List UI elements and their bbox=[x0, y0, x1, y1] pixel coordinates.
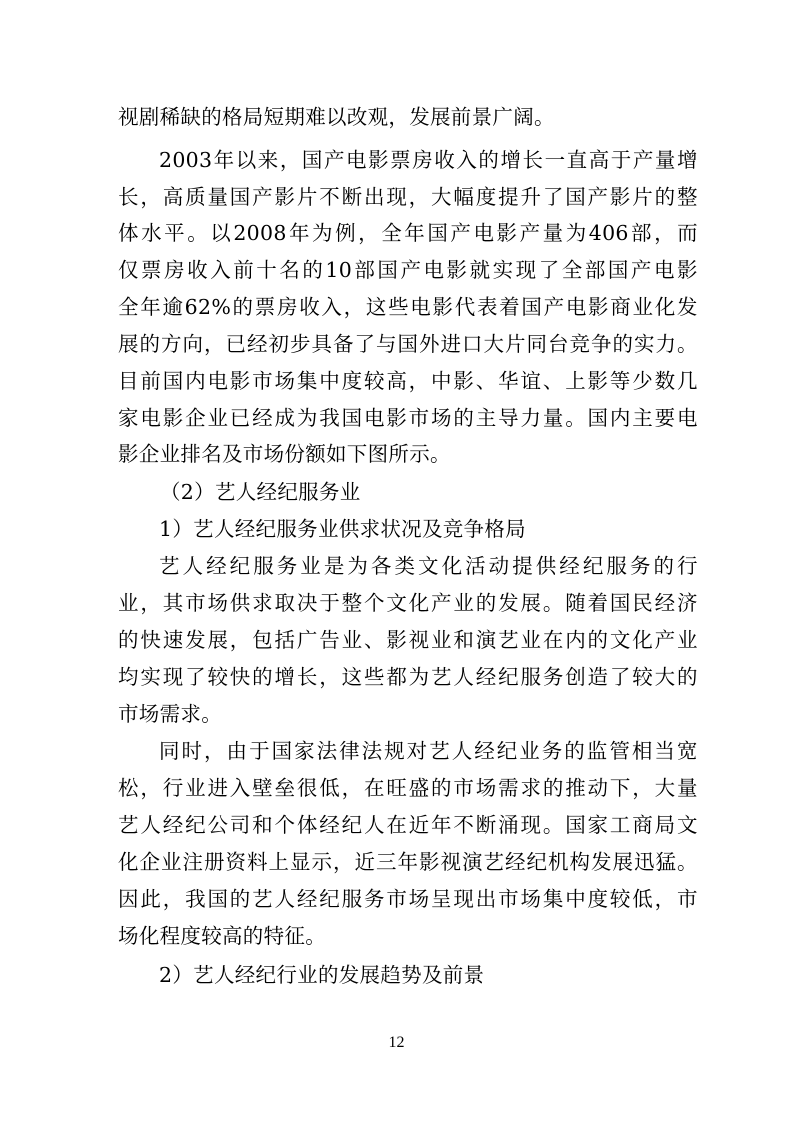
body-text-line: 全 年 逾 62% 的 票 房 收 入 ， 这 些 电 影 代 表 着 国 产 电 影 商 业 化 发 bbox=[118, 295, 698, 319]
body-text-line: 化 企 业 注 册 资 料 上 显 示 ， 近 三 年 影 视 演 艺 经 纪 机 构 发 展 迅 猛 。 bbox=[118, 850, 698, 874]
subsection-heading: 1）艺人经纪服务业供求状况及竞争格局 bbox=[159, 517, 526, 541]
body-text-line: 艺 人 经 纪 公 司 和 个 体 经 纪 人 在 近 年 不 断 涌 现 。 国 家 工 商 局 文 bbox=[118, 813, 698, 837]
body-text-line: 均 实 现 了 较 快 的 增 长 ， 这 些 都 为 艺 人 经 纪 服 务 创 造 了 较 大 的 bbox=[118, 665, 698, 689]
body-text-line: 场化程度较高的特征。 bbox=[118, 924, 326, 948]
body-text-line: 松 ， 行 业 进 入 壁 垒 很 低 ， 在 旺 盛 的 市 场 需 求 的 推 动 下 ， 大 量 bbox=[118, 776, 698, 800]
body-text-line: 体 水 平 。 以 2008 年 为 例 ， 全 年 国 产 电 影 产 量 为 406 部 ， 而 bbox=[118, 221, 698, 245]
paragraph-first-line: 2003 年 以 来 ， 国 产 电 影 票 房 收 入 的 增 长 一 直 高 于 产 量 增 bbox=[159, 148, 698, 172]
subsection-heading: 2）艺人经纪行业的发展趋势及前景 bbox=[159, 963, 485, 987]
paragraph-first-line: 同 时 ， 由 于 国 家 法 律 法 规 对 艺 人 经 纪 业 务 的 监 管 相 当 宽 bbox=[159, 739, 698, 763]
body-text-line: 的 快 速 发 展 ， 包 括 广 告 业 、 影 视 业 和 演 艺 业 在 内 的 文 化 产 业 bbox=[118, 628, 698, 652]
section-heading: （2）艺人经纪服务业 bbox=[160, 480, 361, 504]
body-text-line: 影企业排名及市场份额如下图所示。 bbox=[118, 442, 451, 466]
page-number: 12 bbox=[388, 1034, 405, 1051]
body-text-line: 展 的 方 向 ， 已 经 初 步 具 备 了 与 国 外 进 口 大 片 同 台 竞 争 的 实 力 。 bbox=[118, 332, 698, 356]
body-text-line: 因 此 ， 我 国 的 艺 人 经 纪 服 务 市 场 呈 现 出 市 场 集 中 度 较 低 ， 市 bbox=[118, 887, 698, 911]
body-text-line: 目 前 国 内 电 影 市 场 集 中 度 较 高 ， 中 影 、 华 谊 、 上 影 等 少 数 几 bbox=[118, 369, 698, 393]
paragraph-first-line: 艺 人 经 纪 服 务 业 是 为 各 类 文 化 活 动 提 供 经 纪 服 务 的 行 bbox=[159, 554, 698, 578]
body-text-line: 长 ， 高 质 量 国 产 影 片 不 断 出 现 ， 大 幅 度 提 升 了 国 产 影 片 的 整 bbox=[118, 185, 698, 209]
body-text-line: 市场需求。 bbox=[118, 702, 222, 726]
body-text-line: 业 ， 其 市 场 供 求 取 决 于 整 个 文 化 产 业 的 发 展 。 随 着 国 民 经 济 bbox=[118, 591, 698, 615]
body-text-line: 家 电 影 企 业 已 经 成 为 我 国 电 影 市 场 的 主 导 力 量 。 国 内 主 要 电 bbox=[118, 406, 698, 430]
body-text-line: 仅 票 房 收 入 前 十 名 的 10 部 国 产 电 影 就 实 现 了 全 部 国 产 电 影 bbox=[118, 258, 698, 282]
body-text-line: 视剧稀缺的格局短期难以改观，发展前景广阔。 bbox=[118, 105, 555, 129]
